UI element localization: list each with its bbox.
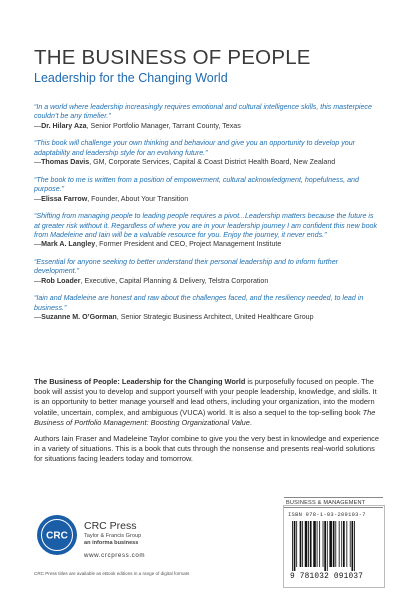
barcode-bar [313, 521, 316, 567]
barcode-bar [308, 521, 309, 567]
description-text: is purposefully focused on people. The book will assist you to develop and support yourself with your people leadership, knowledge, and skills. It is an opportunity to better manage yourself and lead others, including your organization, into the modern volatile, uncertain, complex, and ambiguous (VUCA) world. It is also a sequel to the top-selling book [34, 377, 377, 417]
endorsement-text: “This book will challenge your own thinking and behaviour and give you an opportunity to develop your adaptability and leadership style for an evolving future.” [34, 139, 355, 157]
endorsement-attribution: —Suzanne M. O’Gorman, Senior Strategic Business Architect, United Healthcare Group [34, 313, 314, 322]
barcode-bar [292, 521, 293, 571]
barcode-bar [296, 521, 297, 567]
description-book-title: The Business of People: Leadership for the Changing World [34, 377, 246, 386]
barcode-bar [319, 521, 320, 567]
publisher-url: www.crcpress.com [84, 552, 146, 559]
endorsement-attribution: —Dr. Hilary Aza, Senior Portfolio Manager, Tarrant County, Texas [34, 121, 241, 130]
barcode-bar [350, 521, 351, 567]
barcode-bar [329, 521, 332, 567]
barcode-bar [317, 521, 318, 567]
barcode-bar [335, 521, 336, 567]
endorsement-text: “The book to me is written from a position of empowerment, cultural acknowledgment, hopefulness, and purpose.” [34, 175, 359, 194]
endorser-name: Thomas Davis [41, 158, 90, 167]
barcode-bar [300, 521, 302, 567]
barcode-bar [294, 521, 296, 571]
barcode-bar [352, 521, 354, 571]
barcode-bar [310, 521, 312, 567]
publisher-business-line: an informa business [84, 540, 139, 546]
barcode-bar [341, 521, 342, 567]
endorsement [34, 176, 379, 204]
description-paragraph: Authors Iain Fraser and Madeleine Taylor combine to give you the very best in knowledge and experience in a variety of situations. This is a book that cuts through the nonsense and presents real-world solutions for situations facing leaders today and tomorrow. [34, 434, 379, 464]
endorsement-text: “Shifting from managing people to leading people requires a pivot...Leadership matters because the future is at greater risk without it. Regardless of where you are in your leadership journey I am confident this new book from Madeleine and Iain will be a valuable resource for you. Enjoy the journey, it never ends.” [34, 212, 378, 240]
barcode-bar [343, 521, 345, 567]
endorsement [34, 212, 379, 250]
endorsement-attribution: —Elissa Farrow, Founder, About Your Transition [34, 194, 189, 203]
description-text: . [249, 417, 252, 427]
isbn-label: ISBN 978-1-03-209103-7 [288, 512, 366, 518]
crc-press-logo [36, 514, 78, 556]
barcode-digits: 9 781032 091037 [290, 573, 364, 581]
logo-lettering: CRC [46, 530, 68, 542]
ebook-footnote: CRC Press titles are available as eBook editions in a range of digital formats [34, 571, 190, 576]
barcode [292, 521, 376, 571]
endorser-role: , Executive, Capital Planning & Delivery, Telstra Corporation [80, 276, 269, 285]
sequel-title: The Business of Portfolio Management: Boosting Organizational Value [34, 407, 376, 427]
barcode-bar [323, 521, 324, 567]
subject-category: BUSINESS & MANAGEMENT [284, 497, 383, 508]
barcode-bar [327, 521, 328, 571]
endorsement-text: “In a world where leadership increasingly requires emotional and cultural intelligence skills, this masterpiece couldn’t be any timelier.” [34, 103, 372, 121]
endorsement-attribution: —Thomas Davis, GM, Corporate Services, Capital & Coast District Health Board, New Zealand [34, 158, 336, 167]
publisher-group-line: Taylor & Francis Group [84, 533, 142, 539]
endorser-role: , GM, Corporate Services, Capital & Coast District Health Board, New Zealand [89, 158, 336, 167]
barcode-bar [324, 521, 326, 571]
barcode-bar [339, 521, 340, 567]
endorser-name: Mark A. Langley [41, 240, 96, 249]
book-description [34, 377, 379, 471]
book-title: THE BUSINESS OF PEOPLE [34, 46, 311, 69]
endorsements [34, 103, 379, 331]
endorser-role: , Senior Strategic Business Architect, United Healthcare Group [116, 313, 314, 322]
endorsement [34, 258, 379, 286]
endorsement [34, 139, 379, 167]
endorsement [34, 103, 379, 131]
endorser-name: Rob Loader [41, 276, 81, 285]
barcode-bar [302, 521, 303, 567]
endorser-role: , Former President and CEO, Project Management Institute [95, 240, 282, 249]
endorsement-text: “Iain and Madeleine are honest and raw about the challenges faced, and the resiliency needed, to lead in business.” [34, 294, 364, 312]
endorsement-attribution: —Mark A. Langley, Former President and CEO, Project Management Institute [34, 240, 282, 249]
endorser-name: Dr. Hilary Aza [41, 121, 87, 130]
description-paragraph [34, 377, 379, 428]
publisher-group [84, 533, 141, 547]
endorser-name: Elissa Farrow [41, 194, 88, 203]
endorsement [34, 294, 379, 322]
barcode-bar [346, 521, 347, 567]
publisher-name: CRC Press [84, 520, 137, 532]
endorsement-attribution: —Rob Loader, Executive, Capital Planning & Delivery, Telstra Corporation [34, 276, 269, 285]
barcode-bar [333, 521, 335, 567]
endorser-role: , Founder, About Your Transition [87, 194, 189, 203]
barcode-bar [354, 521, 355, 571]
endorser-role: , Senior Portfolio Manager, Tarrant County, Texas [86, 121, 241, 130]
book-subtitle: Leadership for the Changing World [34, 71, 228, 85]
endorsement-text: “Essential for anyone seeking to better understand their personal leadership and to inform further development.” [34, 258, 339, 276]
endorser-name: Suzanne M. O’Gorman [41, 313, 117, 322]
barcode-bar [305, 521, 308, 567]
